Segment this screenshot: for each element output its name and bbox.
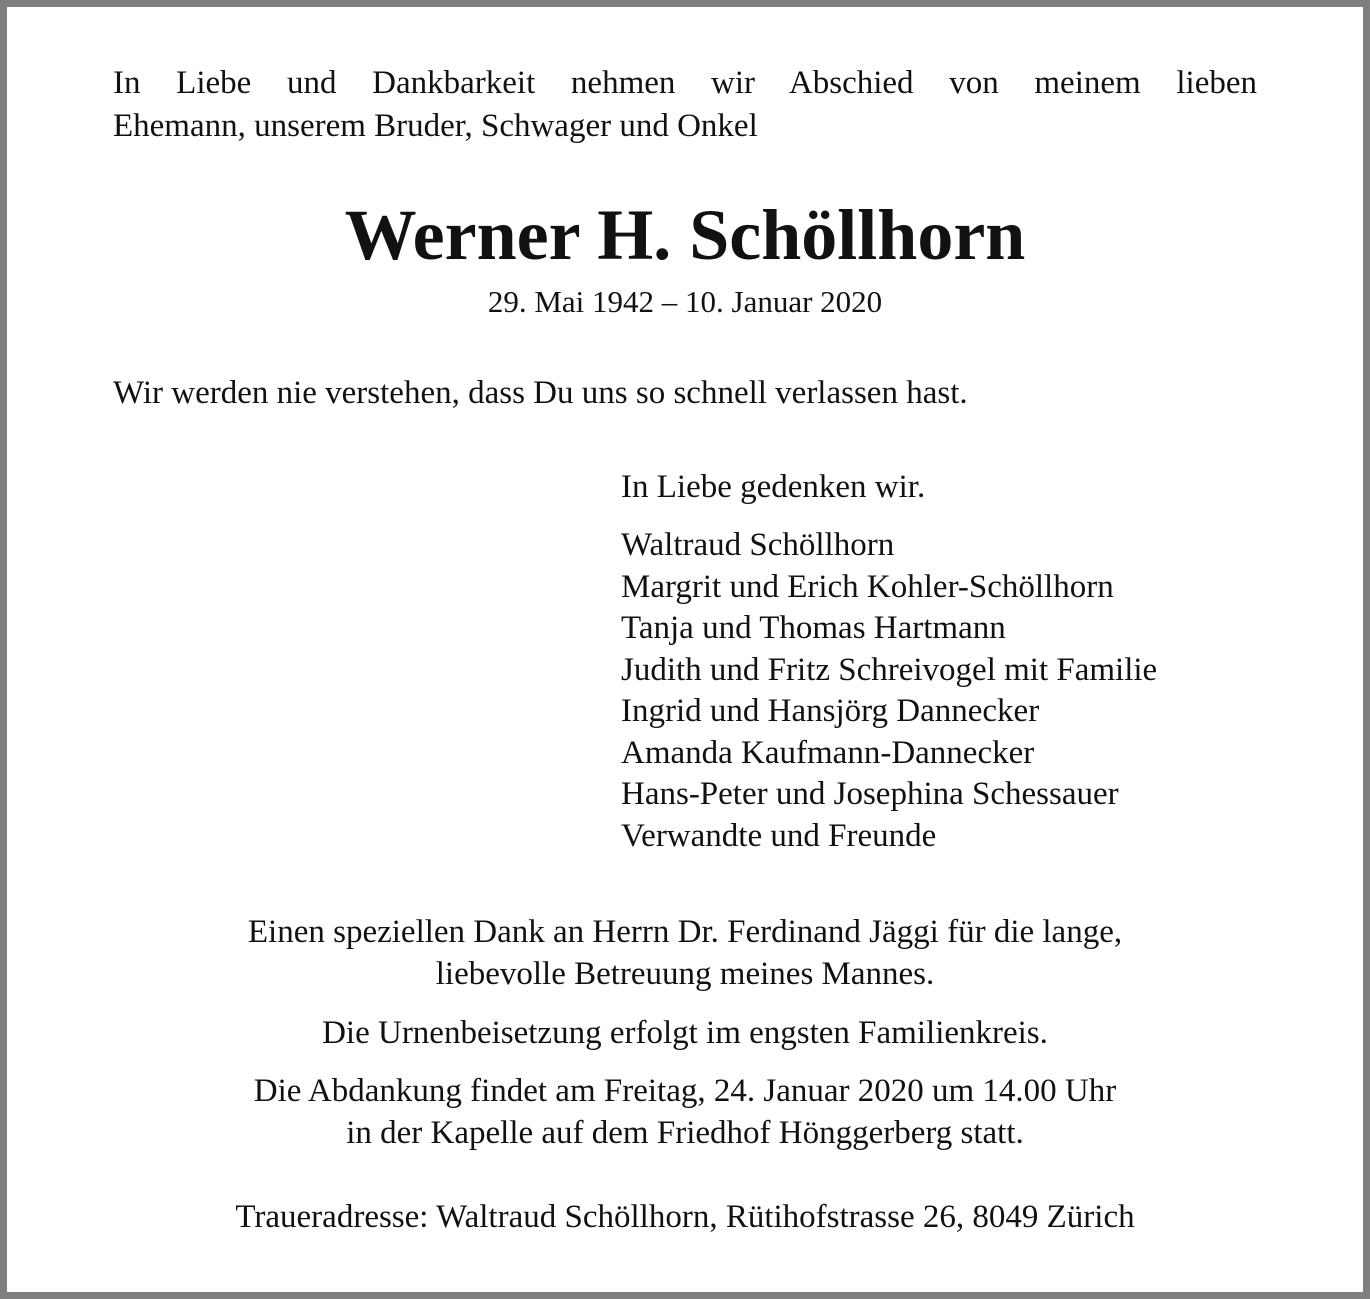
mourners-list — [621, 525, 1341, 857]
thanks-note — [0, 911, 1370, 995]
remembrance-line: In Liebe gedenken wir. — [621, 469, 926, 505]
service-note — [0, 1070, 1370, 1154]
intro-line-2: Ehemann, unserem Bruder, Schwager und Onkel — [113, 108, 758, 144]
life-dates: 29. Mai 1942 – 10. Januar 2020 — [487, 284, 883, 319]
quote-text: Wir werden nie verstehen, dass Du uns so schnell verlassen hast. — [113, 375, 968, 411]
intro-line-1: In Liebe und Dankbarkeit nehmen wir Abschied von meinem lieben — [113, 65, 1257, 101]
service-line-1: Die Abdankung findet am Freitag, 24. Januar 2020 um 14.00 Uhr — [253, 1073, 1117, 1109]
mourner-item: Judith und Fritz Schreivogel mit Familie — [621, 651, 1158, 688]
burial-line: Die Urnenbeisetzung erfolgt im engsten Familienkreis. — [322, 1015, 1048, 1051]
mourning-address — [0, 1196, 1370, 1238]
address-line: Traueradresse: Waltraud Schöllhorn, Rütihofstrasse 26, 8049 Zürich — [235, 1199, 1135, 1235]
thanks-line-2: liebevolle Betreuung meines Mannes. — [435, 956, 935, 992]
mourner-item: Verwandte und Freunde — [621, 817, 937, 854]
mourner-item: Tanja und Thomas Hartmann — [621, 610, 1006, 646]
intro-text — [113, 62, 1257, 148]
deceased-name: Werner H. Schöllhorn — [344, 195, 1026, 275]
mourner-item: Ingrid und Hansjörg Dannecker — [621, 693, 1040, 729]
mourner-item: Margrit und Erich Kohler-Schöllhorn — [621, 568, 1114, 605]
mourner-item: Amanda Kaufmann-Dannecker — [621, 734, 1035, 771]
service-line-2: in der Kapelle auf dem Friedhof Hönggerberg statt. — [346, 1115, 1024, 1151]
burial-note — [0, 1012, 1370, 1054]
thanks-line-1: Einen speziellen Dank an Herrn Dr. Ferdinand Jäggi für die lange, — [247, 914, 1123, 950]
mourner-item: Hans-Peter und Josephina Schessauer — [621, 776, 1119, 812]
mourner-item: Waltraud Schöllhorn — [621, 527, 895, 563]
